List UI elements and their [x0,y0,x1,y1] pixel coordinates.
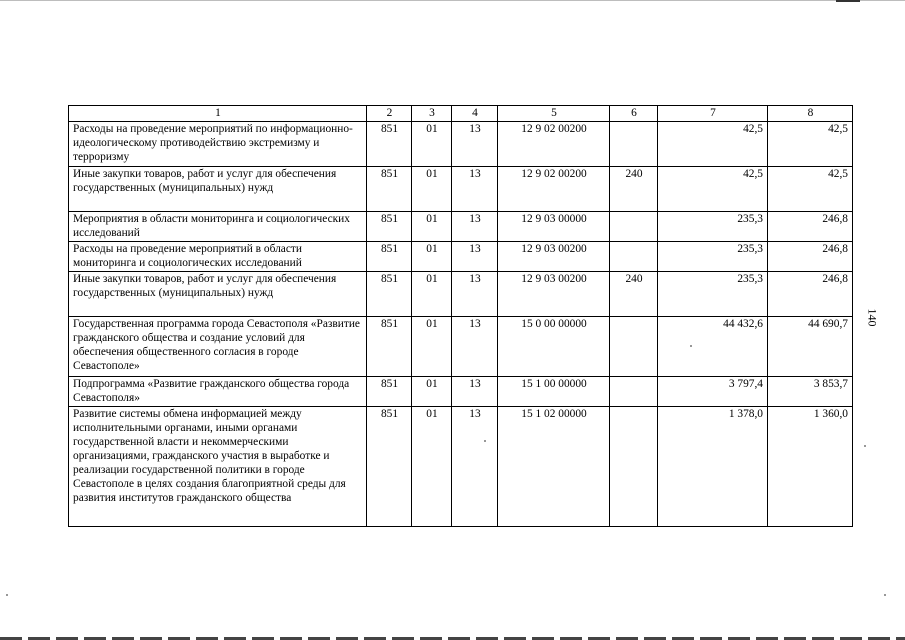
row-cell: 15 1 02 00000 [498,407,610,527]
scan-speck [864,445,866,447]
row-cell: 851 [367,212,412,242]
row-cell [610,242,658,272]
row-money-cell: 42,5 [768,122,853,167]
row-cell: 12 9 02 00200 [498,167,610,212]
row-cell: 15 1 00 00000 [498,377,610,407]
row-cell: 13 [452,167,498,212]
row-money-cell: 3 853,7 [768,377,853,407]
row-name-cell: Подпрограмма «Развитие гражданского общества города Севастополя» [69,377,367,407]
row-cell: 01 [412,212,452,242]
top-border-line [0,0,905,1]
row-cell: 851 [367,272,412,317]
row-cell: 851 [367,167,412,212]
row-money-cell: 235,3 [658,272,768,317]
header-cell: 5 [498,106,610,122]
row-cell: 01 [412,317,452,377]
row-cell: 851 [367,122,412,167]
row-cell: 13 [452,317,498,377]
row-money-cell: 42,5 [658,122,768,167]
row-money-cell: 44 432,6 [658,317,768,377]
header-cell: 3 [412,106,452,122]
row-money-cell: 42,5 [658,167,768,212]
header-cell: 6 [610,106,658,122]
table-row [69,167,853,212]
header-cell: 8 [768,106,853,122]
row-cell [610,407,658,527]
row-cell: 240 [610,167,658,212]
row-name-cell: Расходы на проведение мероприятий по информационно-идеологическому противодействию экстремизму и терроризму [69,122,367,167]
row-cell: 13 [452,377,498,407]
header-cell: 4 [452,106,498,122]
row-cell: 851 [367,407,412,527]
table-row [69,212,853,242]
top-edge-mark [836,0,860,2]
row-money-cell: 1 378,0 [658,407,768,527]
row-money-cell: 246,8 [768,272,853,317]
table-row [69,377,853,407]
row-cell: 851 [367,317,412,377]
header-cell: 2 [367,106,412,122]
row-cell: 240 [610,272,658,317]
row-cell: 851 [367,377,412,407]
row-cell: 851 [367,242,412,272]
table-row [69,122,853,167]
row-money-cell: 235,3 [658,212,768,242]
budget-table [68,105,853,527]
table-row [69,272,853,317]
header-cell: 7 [658,106,768,122]
row-money-cell: 44 690,7 [768,317,853,377]
row-cell: 13 [452,242,498,272]
table-row [69,407,853,527]
row-cell: 01 [412,272,452,317]
row-cell: 12 9 03 00200 [498,242,610,272]
scan-speck [690,345,692,347]
row-cell: 12 9 03 00000 [498,212,610,242]
row-cell [610,122,658,167]
row-cell: 12 9 02 00200 [498,122,610,167]
row-name-cell: Развитие системы обмена информацией между исполнительными органами, иными органами государственной власти и некоммерческими организациями, гражданского участия в выработке и реализации государственной политики в городе Севастополе в целях создания благоприятной среды для развития институтов гражданского общества [69,407,367,527]
row-cell: 01 [412,377,452,407]
row-cell: 01 [412,167,452,212]
row-name-cell: Расходы на проведение мероприятий в области мониторинга и социологических исследований [69,242,367,272]
scan-speck [484,440,486,442]
row-cell: 01 [412,407,452,527]
header-cell: 1 [69,106,367,122]
row-cell [610,377,658,407]
row-money-cell: 1 360,0 [768,407,853,527]
table-row [69,242,853,272]
row-cell: 15 0 00 00000 [498,317,610,377]
row-cell: 13 [452,212,498,242]
row-money-cell: 246,8 [768,212,853,242]
row-money-cell: 42,5 [768,167,853,212]
row-name-cell: Иные закупки товаров, работ и услуг для обеспечения государственных (муниципальных) нужд [69,272,367,317]
row-name-cell: Государственная программа города Севастополя «Развитие гражданского общества и создание условий для обеспечения общественного согласия в городе Севастополе» [69,317,367,377]
row-cell [610,212,658,242]
row-cell: 01 [412,242,452,272]
row-money-cell: 3 797,4 [658,377,768,407]
row-cell: 13 [452,407,498,527]
row-cell [610,317,658,377]
row-cell: 13 [452,122,498,167]
row-cell: 12 9 03 00200 [498,272,610,317]
row-money-cell: 246,8 [768,242,853,272]
scan-speck [6,594,8,596]
row-cell: 13 [452,272,498,317]
row-name-cell: Иные закупки товаров, работ и услуг для обеспечения государственных (муниципальных) нужд [69,167,367,212]
page-number: 140 [865,308,880,327]
scan-speck [884,594,886,596]
row-name-cell: Мероприятия в области мониторинга и социологических исследований [69,212,367,242]
table-header-row [69,106,853,122]
row-cell: 01 [412,122,452,167]
row-money-cell: 235,3 [658,242,768,272]
table-row [69,317,853,377]
